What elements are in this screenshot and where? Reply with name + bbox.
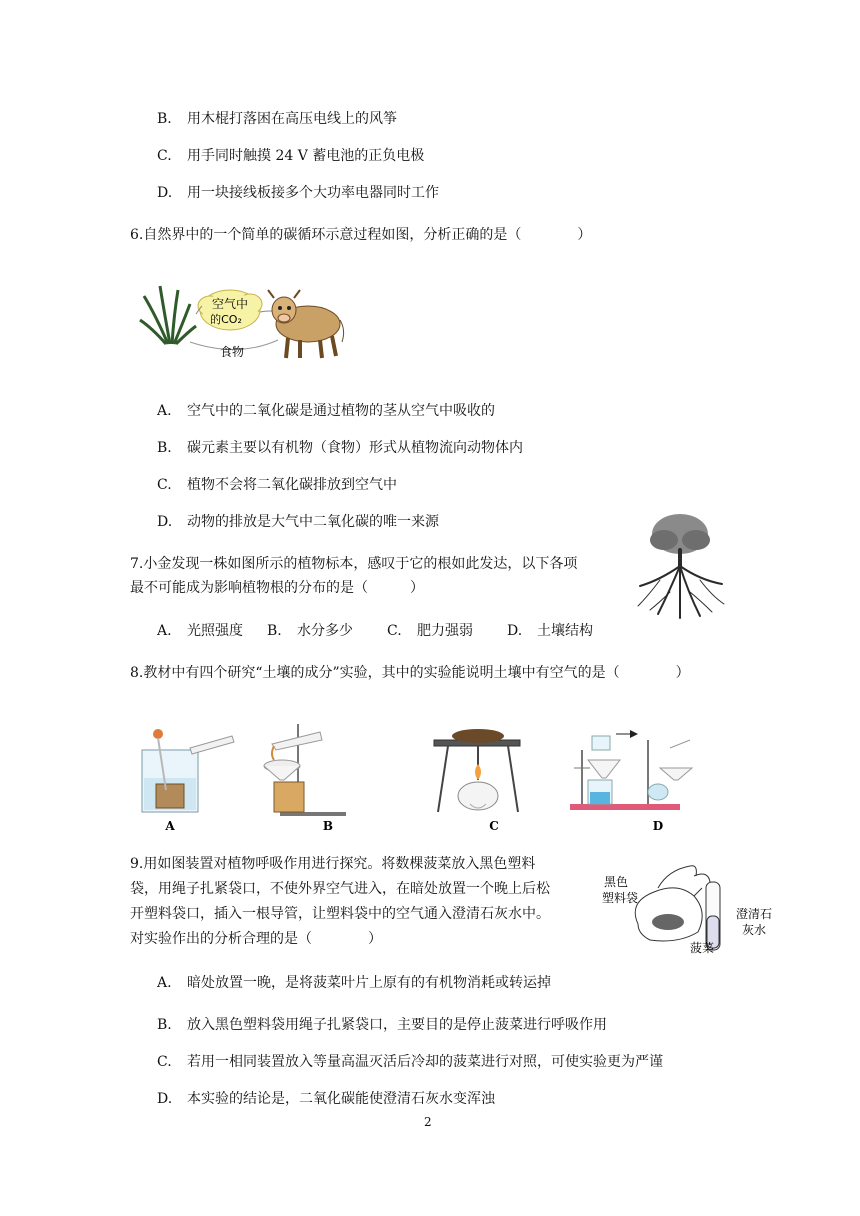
experiment-a-icon (142, 729, 234, 812)
q7-option-c: C. 肥力强弱 (387, 623, 473, 639)
cloud-label-1: 空气中 (211, 297, 249, 311)
q6-option-b: B. 碳元素主要以有机物（食物）形式从植物流向动物体内 (157, 440, 523, 456)
bag-label-2: 塑料袋 (602, 891, 639, 905)
food-label: 食物 (219, 345, 245, 359)
experiment-d-icon (570, 730, 692, 810)
q6-option-c: C. 植物不会将二氧化碳排放到空气中 (157, 477, 397, 493)
q6-stem: 6.自然界中的一个简单的碳循环示意过程如图，分析正确的是（ ） (130, 227, 592, 243)
q7-option-b: B. 水分多少 (267, 623, 353, 639)
spinach-label: 菠菜 (690, 941, 715, 955)
q6-carbon-cycle-figure (138, 276, 348, 366)
q9-stem-line1: 9.用如图装置对植物呼吸作用进行探究。将数棵菠菜放入黑色塑料 (130, 856, 536, 872)
q6-option-a: A. 空气中的二氧化碳是通过植物的茎从空气中吸收的 (157, 403, 495, 419)
experiment-label-c: C (489, 819, 499, 833)
q9-option-b: B. 放入黑色塑料袋用绳子扎紧袋口，主要目的是停止菠菜进行呼吸作用 (157, 1017, 607, 1033)
q9-respiration-figure (598, 862, 792, 958)
q8-experiments-figure (130, 720, 710, 840)
q7-option-d: D. 土壤结构 (507, 623, 593, 639)
q7-option-a: A. 光照强度 (157, 623, 243, 639)
experiment-label-d: D (652, 819, 664, 833)
q9-stem-line3: 开塑料袋口，插入一根导管，让塑料袋中的空气通入澄清石灰水中。 (130, 906, 550, 922)
cloud-label-2: 的CO₂ (210, 313, 242, 326)
experiment-label-b: B (322, 819, 334, 833)
q9-option-a: A. 暗处放置一晚，是将菠菜叶片上原有的有机物消耗或转运掉 (157, 975, 551, 991)
q9-stem-line4: 对实验作出的分析合理的是（ ） (130, 931, 382, 947)
q5-option-c: C. 用手同时触摸 24 V 蓄电池的正负电极 (157, 148, 425, 164)
q5-option-d: D. 用一块接线板接多个大功率电器同时工作 (157, 185, 439, 201)
roots-icon (638, 550, 724, 618)
lime-label-2: 灰水 (742, 923, 767, 937)
q5-option-b: B. 用木棍打落困在高压电线上的风筝 (157, 111, 397, 127)
page-number: 2 (424, 1115, 432, 1129)
spinach-icon (652, 914, 684, 930)
experiment-b-icon (264, 724, 346, 816)
q9-option-c: C. 若用一相同装置放入等量高温灭活后冷却的菠菜进行对照，可使实验更为严谨 (157, 1054, 663, 1070)
q6-option-d: D. 动物的排放是大气中二氧化碳的唯一来源 (157, 514, 439, 530)
q7-options-row (157, 620, 593, 640)
q7-stem-line2: 最不可能成为影响植物根的分布的是（ ） (130, 580, 424, 596)
bag-label-1: 黑色 (604, 875, 629, 889)
q9-option-d: D. 本实验的结论是，二氧化碳能使澄清石灰水变浑浊 (157, 1091, 495, 1107)
lime-label-1: 澄清石 (736, 907, 773, 921)
q7-tree-roots-figure (630, 510, 730, 622)
q9-stem-line2: 袋，用绳子扎紧袋口，不使外界空气进入，在暗处放置一个晚上后松 (130, 881, 550, 897)
experiment-c-icon (434, 729, 520, 812)
experiment-label-a: A (165, 819, 175, 833)
q7-stem-line1: 7.小金发现一株如图所示的植物标本，感叹于它的根如此发达，以下各项 (130, 556, 578, 572)
test-tube-icon (694, 874, 720, 950)
q8-stem: 8.教材中有四个研究“土壤的成分”实验，其中的实验能说明土壤中有空气的是（ ） (130, 665, 690, 681)
